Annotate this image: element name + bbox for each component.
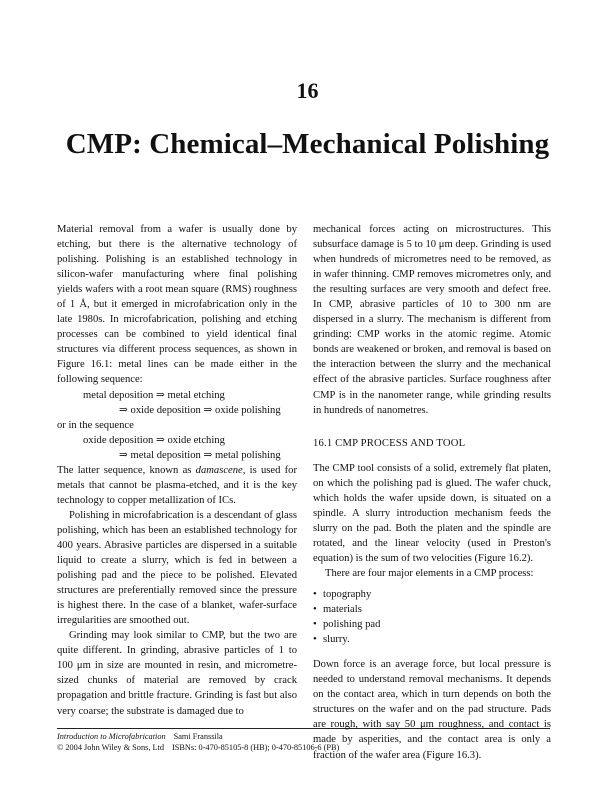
footer [57, 731, 550, 753]
intro-paragraph: Material removal from a wafer is usually done by etching, but there is the alternative technology of polishing. Polishing is an established technology in silicon-wafer manufacturing where final polishing yields wafers with a root mean square (RMS) roughness of 1 Å, but it emerged in microfabrication only in the late 1980s. In microfabrication, polishing and etching processes can be combined to yield identical final structures via different process sequences, as shown in Figure 16.1: metal lines can be made either in the following sequence: [57, 224, 297, 386]
list-item: • polishing pad [313, 617, 551, 632]
polishing-history-paragraph: Polishing in microfabrication is a descendant of glass polishing, which has been an established technology for 400 years. Abrasive particles are dispersed in a suitable liquid to create a slurry, which is fed in between a polishing pad and the piece to be polished. Elevated structures are preferentially removed since the pressure is highest there. In the case of a blanket, wafer-surface irregularities are smoothed out. [57, 509, 297, 627]
left-column [57, 222, 297, 719]
isbn-text: ISBNs: 0-470-85105-8 (HB); 0-470-85106-6 (PB) [172, 743, 340, 752]
sequence-1-line-1: metal deposition ⇒ metal etching [83, 389, 225, 401]
list-item: • materials [313, 602, 551, 617]
right-column [313, 222, 551, 763]
damascene-text-after: , is used for metals that cannot be plasma-etched, and it is the key technology to copper metallization of ICs. [57, 464, 297, 506]
sequence-2-line-1: oxide deposition ⇒ oxide etching [83, 434, 225, 446]
cmp-tool-paragraph: The CMP tool consists of a solid, extremely flat platen, on which the polishing pad is glued. The wafer chuck, which holds the wafer upside down, is situated on a spindle. A slurry introduction mechanism feeds the slurry on the pad. Both the platen and the spindle are rotated, and the linear velocity (used in Preston's equation) is the sum of two velocities (Figure 16.2). [313, 462, 551, 564]
chapter-number: 16 [296, 78, 319, 103]
author-name: Sami Franssila [173, 732, 223, 741]
or-in-sequence-text: or in the sequence [57, 419, 134, 431]
footer-line-2 [57, 742, 550, 753]
damascene-term: damascene [195, 464, 243, 476]
sequence-1-line-2: ⇒ oxide deposition ⇒ oxide polishing [119, 404, 281, 416]
chapter-title: CMP: Chemical–Mechanical Polishing [65, 128, 550, 160]
major-elements-paragraph: There are four major elements in a CMP process: [325, 567, 534, 579]
section-heading: 16.1 CMP PROCESS AND TOOL [313, 437, 466, 449]
list-item: • slurry. [313, 632, 551, 647]
sequence-2-line-2: ⇒ metal deposition ⇒ metal polishing [119, 449, 281, 461]
book-title: Introduction to Microfabrication [57, 732, 166, 741]
down-force-paragraph: Down force is an average force, but local pressure is needed to understand removal mechanisms. It depends on the contact area, which in turn depends on both the structures on the wafer and on the pad structure. Pads are rough, with say 50 μm roughness, and contact is made by asperities, and the contact area is only a fraction of the wafer area (Figure 16.3). [313, 659, 551, 761]
grinding-paragraph: Grinding may look similar to CMP, but the two are quite different. In grinding, abrasive particles of 1 to 100 μm in size are mounted in resin, and micrometre-sized chunks of material are removed by crack propagation and brittle fracture. Grinding is fast but also very coarse; the substrate is damaged due to [57, 630, 297, 717]
copyright-text: © 2004 John Wiley & Sons, Ltd [57, 743, 164, 752]
list-item: • topography [313, 587, 551, 602]
major-elements-list [313, 587, 551, 647]
damascene-text-before: The latter sequence, known as [57, 464, 196, 476]
subsurface-damage-paragraph: mechanical forces acting on microstructures. This subsurface damage is 5 to 10 μm deep. Grinding is used when hundreds of micrometres need to be removed, as in wafer thinning. CMP removes micrometres only, and the resulting surfaces are very smooth and defect free. In CMP, abrasive particles of 10 to 300 nm are dispersed in a slurry. The mechanism is different from grinding: CMP works in the atomic regime. Atomic bonds are weakened or broken, and removal is based on the interaction between the slurry and the mechanical effect of the abrasive particles. Surface roughness after CMP is in the nanometer range, while grinding results in hundreds of nanometres. [313, 224, 551, 416]
footer-divider [57, 728, 550, 729]
damascene-paragraph [57, 463, 297, 508]
footer-line-1 [57, 731, 550, 742]
